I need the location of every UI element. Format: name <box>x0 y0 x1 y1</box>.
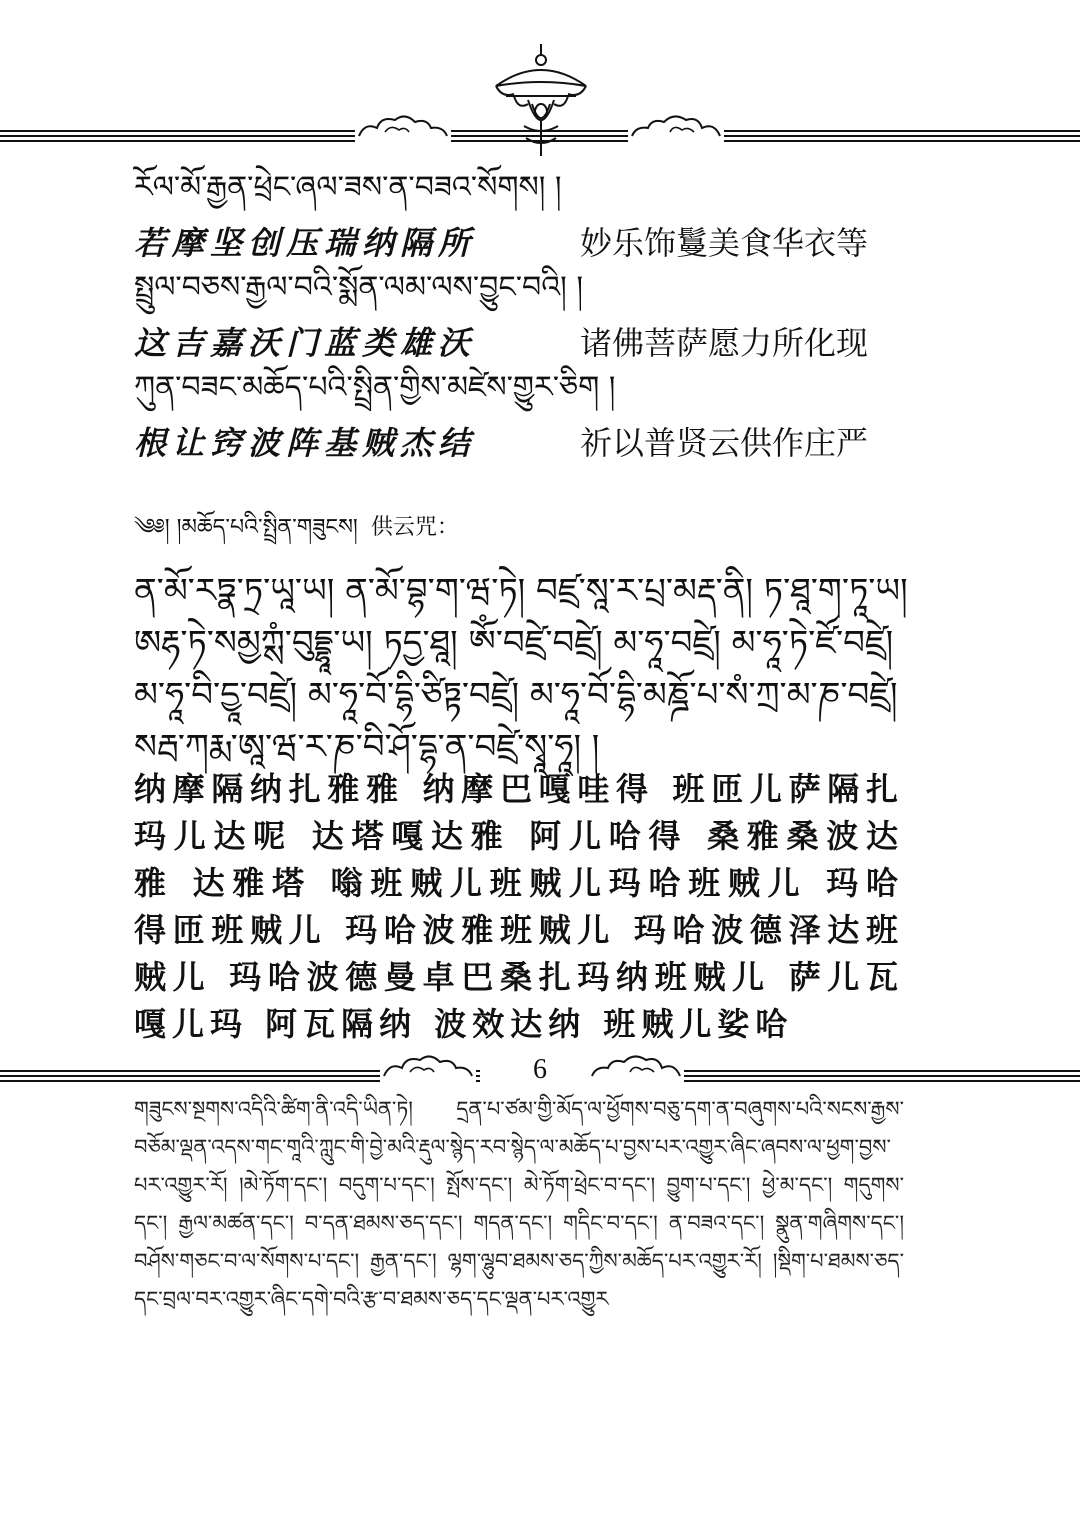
page-number: 6 <box>533 1054 547 1085</box>
verse-chinese-row-3 <box>134 418 934 462</box>
mantra-chinese-phonetic: 纳摩隔纳扎雅雅 纳摩巴嘎哇得 班匝儿萨隔扎玛儿达呢 达塔嘎达雅 阿儿哈得 桑雅桑波达雅 达雅塔 嗡班贼儿班贼儿玛哈班贼儿 玛哈得匝班贼儿 玛哈波雅班贼儿 玛哈波德泽达班贼儿 玛哈波德曼卓巴桑扎玛纳班贼儿 萨儿瓦嘎儿玛 阿瓦隔纳 波效达纳 班贼儿娑哈 <box>134 770 904 1043</box>
verse-meaning-3: 祈以普贤云供作庄严 <box>580 424 869 462</box>
cloud-ornament-icon <box>355 112 451 142</box>
verse-tibetan-line-1: རོལ་མོ་རྒྱན་ཕྲེང་ཞལ་ཟས་ན་བཟའ་སོགས། ། <box>134 170 562 205</box>
verse-chinese-row-2 <box>134 318 934 362</box>
commentary-tibetan: གཟུངས་སྔགས་འདིའི་ཚིག་ནི་འདི་ཡིན་ཏེ། དྲན་པ་ཙམ་གྱི་མོད་ལ་ཕྱོགས་བཅུ་དག་ན་བཞུགས་པའི་སངས་རྒྱས་བཅོམ་ལྡན་འདས་གང་གཱའི་ཀླུང་གི་བྱེ་མའི་རྡུལ་སྙེད་རབ་སྙེད་ལ་མཆོད་པ་བྱས་པར་འགྱུར་ཞིང་ཞབས་ལ་ཕྱག་བྱས་པར་འགྱུར་རོ། །མེ་ཏོག་དང་། བདུག་པ་དང་། སྤོས་དང་། མེ་ཏོག་ཕྲེང་བ་དང་། བྱུག་པ་དང་། ཕྱེ་མ་དང་། གདུགས་དང་། རྒྱལ་མཚན་དང་། བ་དན་ཐམས་ཅད་དང་། གདན་དང་། གདིང་བ་དང་། ན་བཟའ་དང་། སྣུན་གཞིགས་དང་། བཤོས་གཅང་བ་ལ་སོགས་པ་དང་། རྒྱན་དང་། ལྷག་ལྷུབ་ཐམས་ཅད་ཀྱིས་མཆོད་པར་འགྱུར་རོ། །སྡིག་པ་ཐམས་ཅད་དང་བྲལ་བར་འགྱུར་ཞིང་དགེ་བའི་རྩ་བ་ཐམས་ཅད་དང་ལྡན་པར་འགྱུར <box>134 1097 904 1311</box>
verse-phonetic-3: 根让窍波阵基贼杰结 <box>134 424 477 462</box>
mantra-tibetan-line-2: ཨརྷ་ཏེ་སམྱཀྶཾ་བུདྡྷཱ་ཡ། ཏདྱ་ཐཱ། ཨོཾ་བཛྲེ་བཛྲེ། མ་ཧཱ་བཛྲེ། མ་ཧཱ་ཏེ་ཛོ་བཛྲེ། <box>134 623 894 663</box>
verse-meaning-2: 诸佛菩萨愿力所化现 <box>580 324 869 362</box>
mantra-tibetan-line-3: མ་ཧཱ་བི་དྱཱ་བཛྲེ། མ་ཧཱ་བོ་དྷི་ཙིཏྟ་བཛྲེ། མ་ཧཱ་བོ་དྷི་མཎྜོ་པ་སཾ་ཀྲ་མ་ཎ་བཛྲེ། <box>134 675 898 715</box>
verse-phonetic-1: 若摩坚创压瑞纳隔所 <box>134 224 477 262</box>
mantra-tibetan-line-1: ན་མོ་རཏྣ་ཏྲ་ཡཱ་ཡ། ན་མོ་བྷ་ག་ཝ་ཏེ། བཛྲ་སཱ་ར་པྲ་མརྡ་ནི། ཏ་ཐཱ་ག་ཏཱ་ཡ། <box>134 571 908 611</box>
verse-chinese-row-1 <box>134 218 934 262</box>
mantra-heading-chinese: 供云咒： <box>370 515 459 540</box>
header-rule <box>0 122 1080 144</box>
mantra-heading-tibetan: ༄༅། །མཆོད་པའི་སྤྲིན་གཟུངས། <box>134 515 365 540</box>
cloud-ornament-icon <box>628 112 724 142</box>
mantra-tibetan-line-4: སརྦ་ཀརྨ་ཨཱ་ཝ་ར་ཎ་བི་ཤོ་དྷ་ན་བཛྲེ་སྭཱ་ཧཱ། ། <box>134 727 600 767</box>
verse-phonetic-2: 这吉嘉沃门蓝类雄沃 <box>134 324 477 362</box>
verse-meaning-1: 妙乐饰鬘美食华衣等 <box>580 224 869 262</box>
verse-tibetan-line-2: སྤྲུལ་བཅས་རྒྱལ་བའི་སྨོན་ལམ་ལས་བྱུང་བའི། ། <box>134 270 583 305</box>
verse-tibetan-line-3: ཀུན་བཟང་མཆོད་པའི་སྤྲིན་གྱིས་མཛེས་གྱུར་ཅིག ། <box>134 370 616 405</box>
